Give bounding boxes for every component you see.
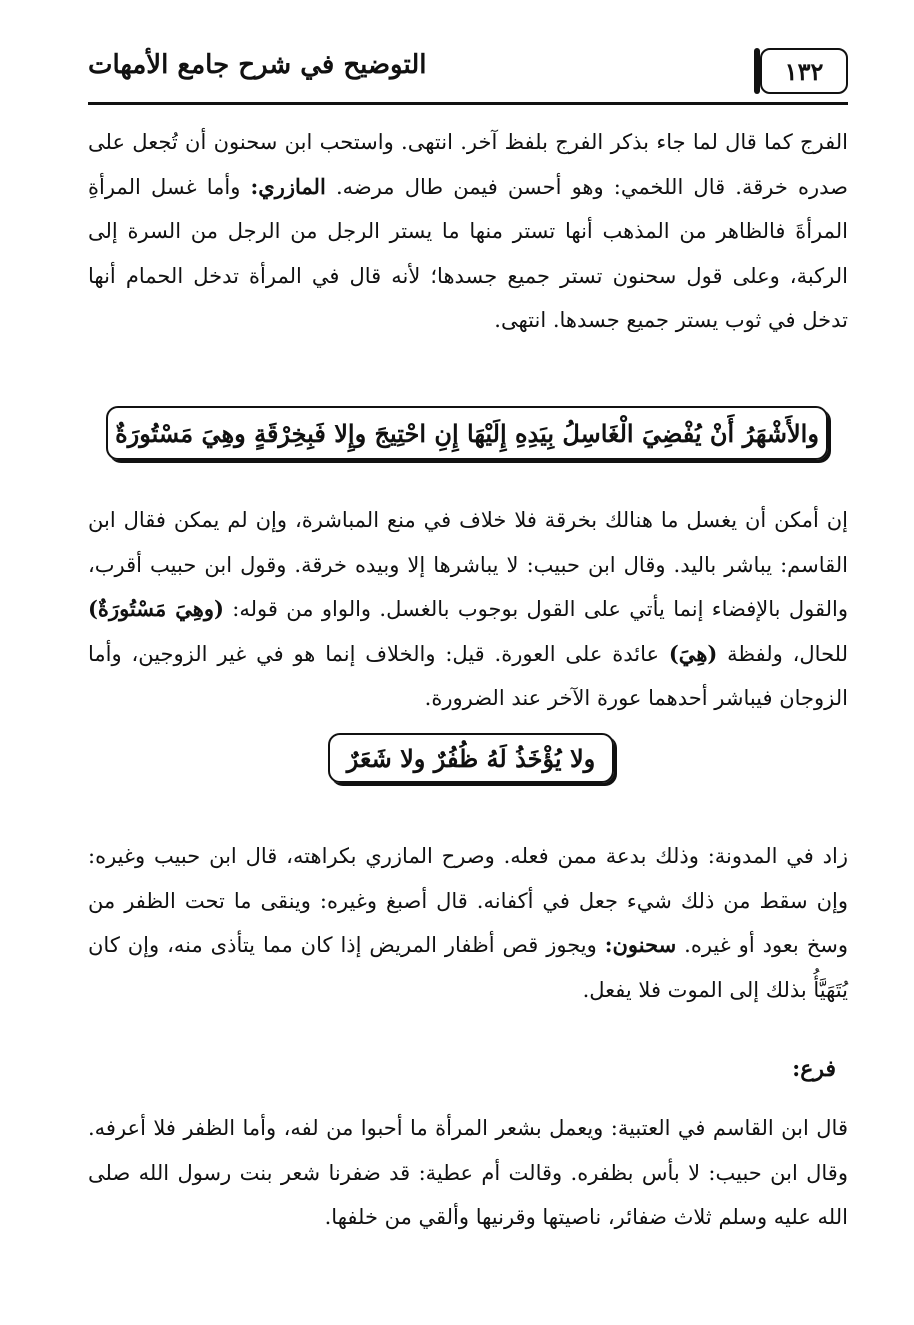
paragraph-4: [88, 1106, 848, 1240]
matn-box-1: [106, 406, 828, 460]
paragraph-3: [88, 834, 848, 1012]
text-run: للحال، ولفظة: [717, 641, 848, 666]
matn-text-2: ولا يُؤْخَذُ لَهُ ظُفُرٌ ولا شَعَرٌ: [346, 743, 596, 773]
bold-term: (وهِيَ مَسْتُورَةٌ): [88, 596, 224, 621]
page-number: ١٣٢: [760, 48, 848, 94]
book-title: التوضيح في شرح جامع الأمهات: [88, 50, 427, 80]
matn-text-1: والأَشْهَرُ أَنْ يُفْضِيَ الْغَاسِلُ بِيَدِهِ إِلَيْهَا إِنِ احْتِيجَ وإِلا فَبِخِرْقَةٍ وهِيَ مَسْتُورَةٌ: [115, 418, 819, 448]
paragraph-1: [88, 120, 848, 343]
paragraph-2: [88, 498, 848, 721]
bold-term: المازري:: [250, 173, 326, 199]
text-run: عائدة على العورة. قيل: والخلاف إنما هو في غير الزوجين، وأما الزوجان فيباشر أحدهما عورة الآخر عند الضرورة.: [88, 641, 848, 710]
text-run: ويجوز قص أظفار المريض إذا كان مما يتأذى منه، وإن كان يُتَهَيَّأُ بذلك إلى الموت فلا يفعل.: [88, 933, 848, 1002]
bold-term: سحنون:: [604, 932, 677, 957]
text-run: الفرج كما قال لما جاء بذكر الفرج بلفظ آخر. انتهى. واستحب ابن سحنون أن تُجعل على صدره خرقة. قال اللخمي: وهو أحسن فيمن طال مرضه.: [88, 130, 848, 199]
matn-box-2: [328, 733, 614, 783]
text-run: وأما غسل المرأةِ المرأةَ فالظاهر من المذهب أنها تستر منها ما يستر الرجل من الرجل من السرة إلى الركبة، وعلى قول سحنون تستر جميع جسدها؛ لأنه قال في المرأة تدخل الحمام أنها تدخل في ثوب يستر جميع جسدها. انتهى.: [88, 174, 848, 332]
text-run: قال ابن القاسم في العتبية: ويعمل بشعر المرأة ما أحبوا من لفه، وأما الظفر فلا أعرفه. وقال ابن حبيب: لا بأس بظفره. وقالت أم عطية: قد ضفرنا شعر بنت رسول الله صلى الله عليه وسلم ثلاث ضفائر، ناصيتها وقرنيها وألقي من خلفها.: [88, 1116, 848, 1229]
text-run: إن أمكن أن يغسل ما هنالك بخرقة فلا خلاف في منع المباشرة، وإن لم يمكن فقال ابن القاسم: يباشر باليد. وقال ابن حبيب: لا يباشرها إلا وبيده خرقة. وقول ابن حبيب أقرب، والقول بالإفضاء إنما يأتي على القول بوجوب بالغسل. والواو من قوله:: [88, 508, 848, 621]
text-run: زاد في المدونة: وذلك بدعة ممن فعله. وصرح المازري بكراهته، قال ابن حبيب وغيره: وإن سقط من ذلك شيء جعل في أكفانه. قال أصبغ وغيره: وينقى ما تحت الظفر من وسخ بعود أو غيره.: [88, 844, 848, 957]
page-header: [88, 40, 848, 105]
bold-term: (هِيَ): [668, 640, 718, 666]
document-page: [88, 40, 848, 1290]
section-heading: فرع:: [792, 1056, 836, 1082]
